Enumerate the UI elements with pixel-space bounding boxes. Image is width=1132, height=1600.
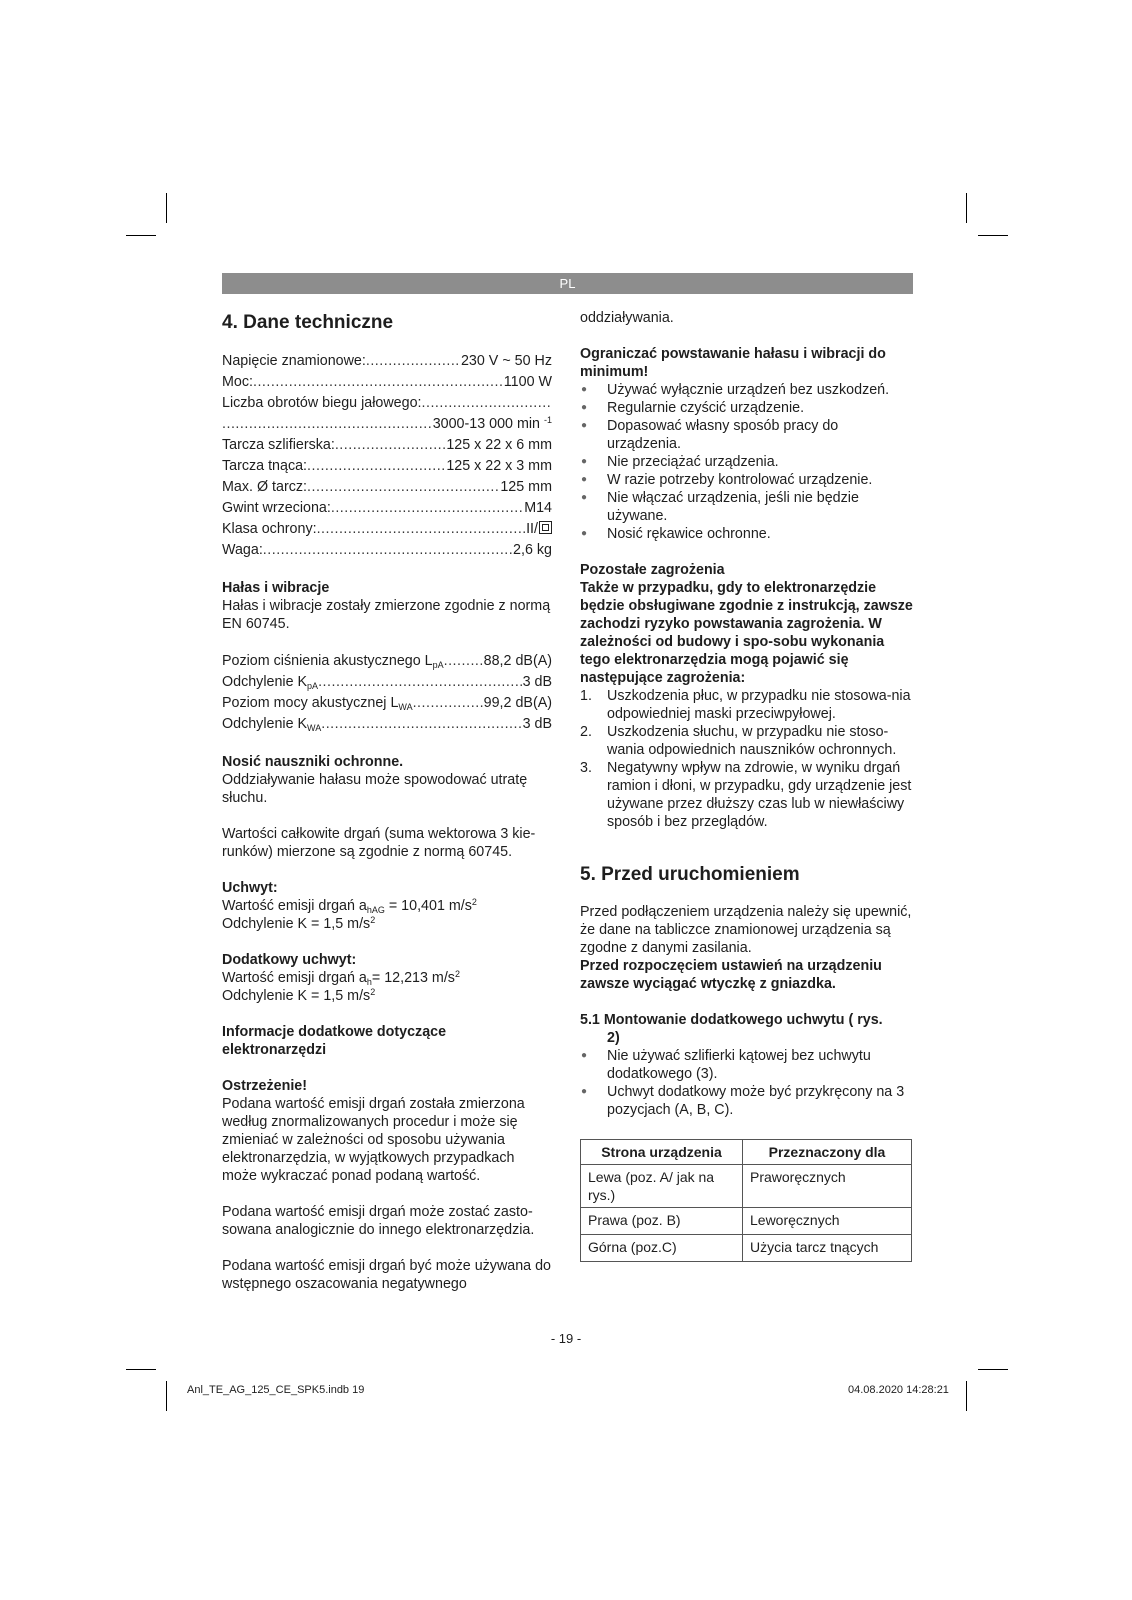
residual-risks-text: Także w przypadku, gdy to elektronarzędzie będzie obsługiwane zgodnie z instrukcją, zawsze zachodzi ryzyko powstawania zagrożenia. W zależności od budowy i spo-sobu wykonania tego elektronarzędzia mogą pojawić się następujące zagrożenia: <box>580 580 913 686</box>
table-cell: Prawa (poz. B) <box>581 1208 743 1235</box>
limit-heading: Ograniczać powstawanie hałasu i wibracji do minimum! <box>580 346 886 380</box>
spec-value: 3000-13 000 min $^{-1}$ <box>432 415 552 432</box>
list-item <box>580 759 913 831</box>
list-item <box>580 723 913 759</box>
spec-label: Tarcza szlifierska: <box>222 437 335 453</box>
footer-timestamp: 04.08.2020 14:28:21 <box>848 1384 949 1396</box>
table-cell: Lewa (poz. A/ jak na rys.) <box>581 1165 743 1208</box>
additional-handle-emission: Wartość emisji drgań $a_h= 12,213$ $m/s^2$ <box>222 969 460 987</box>
leader-dots <box>413 693 484 714</box>
section-4-title: 4. Dane techniczne <box>222 312 394 333</box>
page-number: - 19 - <box>550 1331 582 1346</box>
spec-value: 125 mm <box>500 479 552 495</box>
table-header: Strona urządzenia <box>581 1140 743 1165</box>
table-header: Przeznaczony dla <box>743 1140 912 1165</box>
spec-label: Liczba obrotów biegu jałowego: <box>222 395 422 411</box>
spec-value: 125 x 22 x 3 mm <box>446 458 552 474</box>
continued-text: oddziaływania. <box>580 310 674 326</box>
before-start-bold: Przed rozpoczęciem ustawień na urządzeniu zawsze wyciągać wtyczkę z gniazdka. <box>580 958 882 992</box>
spec-value: 230 V ~ 50 Hz <box>460 353 552 369</box>
list-item <box>580 687 913 723</box>
right-column <box>580 309 913 1262</box>
mount-heading: 5.1 Montowanie dodatkowego uchwytu ( rys. 2) <box>580 1012 883 1046</box>
item-number: 1. <box>580 688 592 704</box>
table-row <box>581 1208 912 1235</box>
list-item: ● Używać wyłącznie urządzeń bez uszkodzeń. <box>580 381 913 399</box>
crop-mark <box>166 1381 167 1411</box>
spec-row <box>222 498 552 519</box>
noise-value: 99,2 dB(A) <box>483 695 552 711</box>
spec-row <box>222 393 552 414</box>
handle-emission: Wartość emisji drgań $a_{hAG} = 10,401$ $m/s^2$ <box>222 897 477 915</box>
list-item: ● Uchwyt dodatkowy może być przykręcony na 3 pozycjach (A, B, C). <box>580 1083 913 1119</box>
noise-row <box>222 693 552 714</box>
crop-mark <box>126 1369 156 1370</box>
spec-row <box>222 372 552 393</box>
table-cell: Praworęcznych <box>743 1165 912 1208</box>
table-row <box>581 1165 912 1208</box>
handle-heading: Uchwyt: <box>222 880 278 896</box>
spec-row <box>222 351 552 372</box>
spec-row <box>222 435 552 456</box>
spec-label: Moc: <box>222 374 253 390</box>
leader-dots <box>307 456 446 477</box>
spec-value: 1100 W <box>503 374 552 390</box>
item-text: Uszkodzenia słuchu, w przypadku nie stoso-wania odpowiednich nauszników ochronnych. <box>607 724 897 758</box>
noise-row <box>222 672 552 693</box>
leader-dots <box>335 435 447 456</box>
leader-dots <box>307 477 500 498</box>
leader-dots <box>318 672 523 693</box>
list-item: ● Nie przeciążać urządzenia. <box>580 453 913 471</box>
list-item: ● Nie używać szlifierki kątowej bez uchwytu dodatkowego (3). <box>580 1047 913 1083</box>
additional-handle-heading: Dodatkowy uchwyt: <box>222 952 357 968</box>
vibration-text: Wartości całkowite drgań (suma wektorowa 3 kie-runków) mierzone są zgodnie z normą 60745. <box>222 826 536 860</box>
list-item: ● Dopasować własny sposób pracy do urządzenia. <box>580 417 913 453</box>
spec-row <box>222 414 552 435</box>
spec-row <box>222 456 552 477</box>
spec-list <box>222 351 552 561</box>
leader-dots <box>321 714 522 735</box>
table-cell: Górna (poz.C) <box>581 1235 743 1262</box>
leader-dots <box>444 651 484 672</box>
protection-class-ii-icon <box>539 521 552 534</box>
handle-position-table <box>580 1139 912 1262</box>
spec-label: Klasa ochrony: <box>222 521 317 537</box>
noise-value: 3 dB <box>522 716 552 732</box>
crop-mark <box>978 1369 1008 1370</box>
leader-dots <box>331 498 524 519</box>
spec-value: 125 x 22 x 6 mm <box>446 437 552 453</box>
leader-dots <box>263 540 513 561</box>
item-text: Negatywny wpływ na zdrowie, w wyniku drgań ramion i dłoni, w przypadku, gdy urządzenie jest używane przez dłuższy czas lub w niewłaściwy sposób i bez przeglądów. <box>607 760 912 830</box>
spec-label: Napięcie znamionowe: <box>222 353 366 369</box>
crop-mark <box>126 235 156 236</box>
spec-value: 2,6 kg <box>513 542 552 558</box>
language-bar: PL <box>222 273 913 294</box>
section-5-title: 5. Przed uruchomieniem <box>580 864 800 885</box>
noise-row <box>222 651 552 672</box>
spec-value: II/ <box>526 519 552 540</box>
noise-heading: Hałas i wibracje <box>222 580 330 596</box>
noise-value: 3 dB <box>522 674 552 690</box>
additional-handle-deviation: Odchylenie K = 1,5 $m/s^2$ <box>222 987 376 1004</box>
crop-mark <box>966 193 967 223</box>
leader-dots <box>317 519 527 540</box>
before-start-text: Przed podłączeniem urządzenia należy się upewnić, że dane na tabliczce znamionowej urządzenia są zgodne z danymi zasilania. <box>580 904 912 956</box>
item-text: Uszkodzenia płuc, w przypadku nie stosowa-nia odpowiedniej maski przeciwpyłowej. <box>607 688 911 722</box>
item-number: 3. <box>580 760 592 776</box>
noise-label: Odchylenie $K_{WA}$ <box>222 716 322 733</box>
list-item: ● W razie potrzeby kontrolować urządzenie. <box>580 471 913 489</box>
spec-row <box>222 519 552 540</box>
list-item: ● Regularnie czyścić urządzenie. <box>580 399 913 417</box>
limit-list <box>580 381 913 543</box>
warning-heading: Ostrzeżenie! <box>222 1078 308 1094</box>
crop-mark <box>966 1381 967 1411</box>
residual-risks-heading: Pozostałe zagrożenia <box>580 562 725 578</box>
mount-list <box>580 1047 913 1119</box>
handle-deviation: Odchylenie K = 1,5 $m/s^2$ <box>222 915 376 932</box>
spec-label: Gwint wrzeciona: <box>222 500 331 516</box>
left-column <box>222 309 552 1293</box>
paragraph: Podana wartość emisji drgań może zostać zasto-sowana analogicznie do innego elektronarzędzia. <box>222 1204 535 1238</box>
noise-value: 88,2 dB(A) <box>483 653 552 669</box>
spec-label: Max. Ø tarcz: <box>222 479 307 495</box>
spec-label: Waga: <box>222 542 263 558</box>
noise-label: Poziom ciśnienia akustycznego $L_{pA}$ <box>222 653 444 670</box>
item-number: 2. <box>580 724 592 740</box>
table-cell: Użycia tarcz tnących <box>743 1235 912 1262</box>
info-heading: Informacje dodatkowe dotyczące elektronarzędzi <box>222 1024 447 1058</box>
crop-mark <box>166 193 167 223</box>
noise-text: Hałas i wibracje zostały zmierzone zgodnie z normą EN 60745. <box>222 598 551 632</box>
leader-dots <box>222 414 433 435</box>
noise-row <box>222 714 552 735</box>
list-item: ● Nosić rękawice ochronne. <box>580 525 913 543</box>
noise-label: Poziom mocy akustycznej $L_{WA}$ <box>222 695 413 712</box>
noise-label: Odchylenie $K_{pA}$ <box>222 674 319 691</box>
leader-dots <box>253 372 504 393</box>
footer-filename: Anl_TE_AG_125_CE_SPK5.indb 19 <box>187 1384 365 1396</box>
list-item: ● Nie włączać urządzenia, jeśli nie będzie używane. <box>580 489 913 525</box>
paragraph: Podana wartość emisji drgań być może używana do wstępnego oszacowania negatywnego <box>222 1258 551 1292</box>
table-row <box>581 1235 912 1262</box>
spec-row <box>222 477 552 498</box>
risk-list <box>580 687 913 831</box>
ear-protection-text: Oddziaływanie hałasu może spowodować utratę słuchu. <box>222 772 528 806</box>
leader-dots <box>422 393 553 414</box>
warning-text: Podana wartość emisji drgań została zmierzona według znormalizowanych procedur i może się zmieniać w zależności od sposobu używania elektronarzędzia, w wyjątkowych przypadkach może wykraczać ponad podaną wartość. <box>222 1096 525 1184</box>
spec-value: M14 <box>524 500 552 516</box>
crop-mark <box>978 235 1008 236</box>
spec-label: Tarcza tnąca: <box>222 458 308 474</box>
noise-list <box>222 651 552 735</box>
spec-row <box>222 540 552 561</box>
table-cell: Leworęcznych <box>743 1208 912 1235</box>
leader-dots <box>366 351 461 372</box>
ear-protection-heading: Nosić nauszniki ochronne. <box>222 754 404 770</box>
